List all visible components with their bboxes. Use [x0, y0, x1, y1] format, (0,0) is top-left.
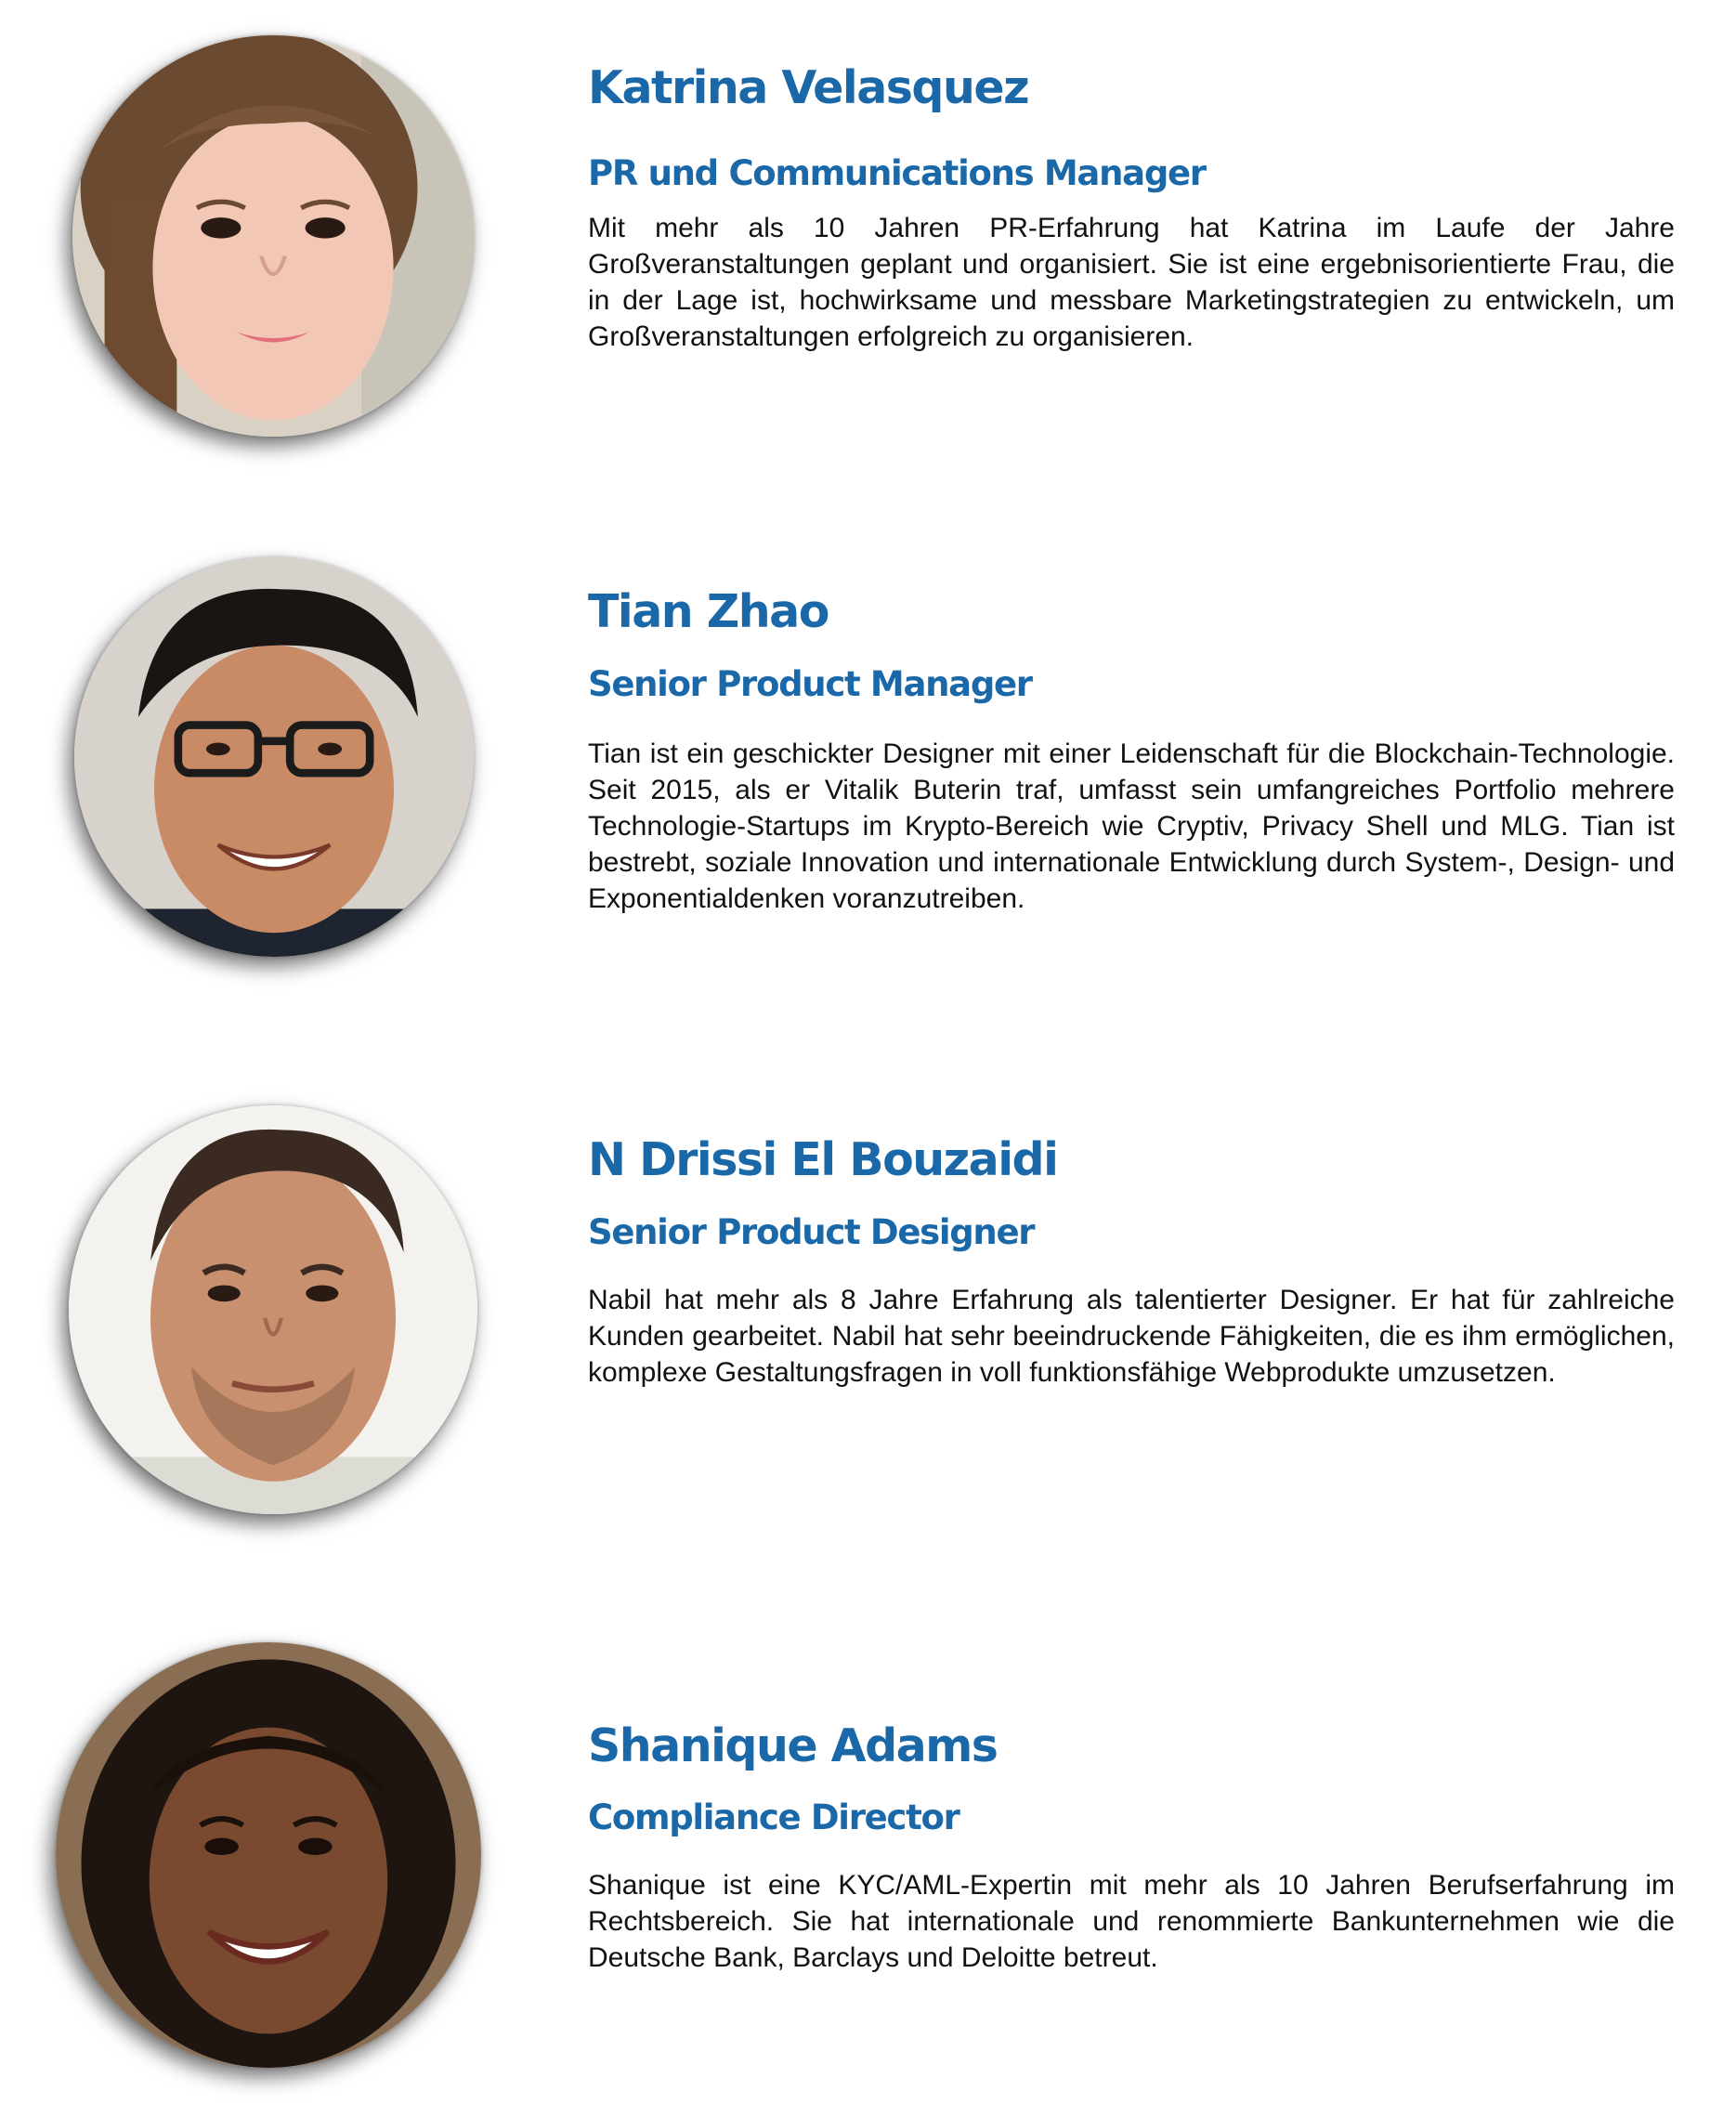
member-role: Compliance Director	[588, 1797, 959, 1837]
member-bio: Nabil hat mehr als 8 Jahre Erfahrung als talentierter Designer. Er hat für zahlreiche Kunden gearbeitet. Nabil hat sehr beeindruckende Fähigkeiten, die es ihm ermöglichen, komplexe Gestaltungsfragen in voll funktionsfähige Webprodukte umzusetzen.	[588, 1285, 1675, 1388]
member-role: Senior Product Manager	[588, 664, 1032, 704]
portrait-photo	[74, 557, 474, 957]
portrait-photo	[69, 1105, 477, 1514]
member-bio: Tian ist ein geschickter Designer mit einer Leidenschaft für die Blockchain-Technologie. Seit 2015, als er Vitalik Buterin traf, umfasst sein umfangreiches Portfolio mehrere Technologie-Startups im Krypto-Bereich wie Cryptiv, Privacy Shell und MLG. Tian ist bestrebt, soziale Innovation und internationale Entwicklung durch System-, Design- und Exponentialdenken voranzutreiben.	[588, 738, 1675, 914]
member-name: Katrina Velasquez	[588, 61, 1029, 114]
portrait-photo	[56, 1642, 481, 2068]
member-bio: Mit mehr als 10 Jahren PR-Erfahrung hat Katrina im Laufe der Jahre Großveranstaltungen geplant und organisiert. Sie ist eine ergebnisorientierte Frau, die in der Lage ist, hochwirksame und messbare Marketingstrategien zu entwickeln, um Großveranstaltungen erfolgreich zu organisieren.	[588, 213, 1675, 352]
member-name: Tian Zhao	[588, 585, 829, 638]
member-role: Senior Product Designer	[588, 1212, 1035, 1252]
member-bio: Shanique ist eine KYC/AML-Expertin mit mehr als 10 Jahren Berufserfahrung im Rechtsbereich. Sie hat internationale und renommierte Bankunternehmen wie die Deutsche Bank, Barclays und Deloitte betreut.	[588, 1870, 1675, 1973]
member-role: PR und Communications Manager	[588, 153, 1206, 193]
member-name: N Drissi El Bouzaidi	[588, 1133, 1058, 1186]
member-name: Shanique Adams	[588, 1719, 998, 1772]
